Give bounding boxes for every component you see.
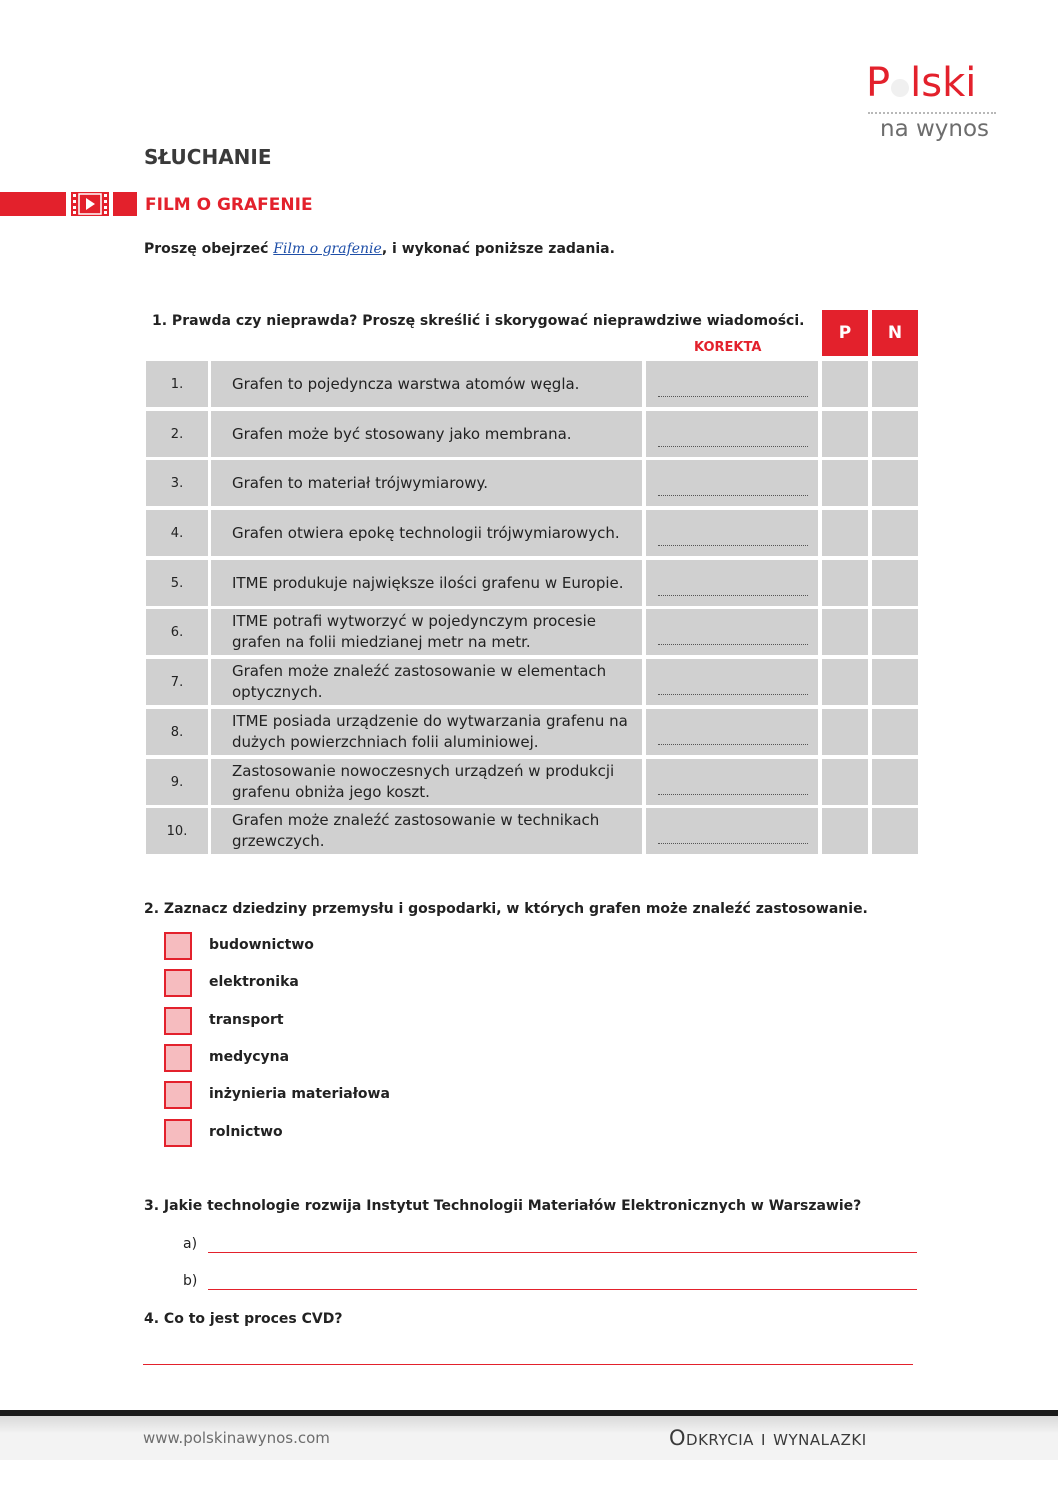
task1-title: 1. Prawda czy nieprawda? Proszę skreślić i skorygować nieprawdziwe wiadomości. [152,313,805,329]
true-checkbox[interactable] [822,709,868,755]
true-checkbox[interactable] [822,659,868,705]
logo-tagline: na wynos [880,116,990,142]
footer-category: Odkrycia i wynalazki [669,1426,867,1450]
film-strip-icon [71,192,109,216]
option-label: medycyna [209,1049,290,1065]
row-number: 2. [146,411,208,457]
option-checkbox[interactable] [164,1044,192,1072]
table-row [146,560,918,606]
false-checkbox[interactable] [872,560,918,606]
table-row [146,659,918,705]
statement: ITME produkuje największe ilości grafenu w Europie. [211,560,642,606]
statement: ITME posiada urządzenie do wytwarzania grafenu na dużych powierzchniach folii aluminiowej. [211,709,642,755]
answer-line-cvd[interactable] [143,1364,913,1365]
task3-title: 3. Jakie technologie rozwija Instytut Technologii Materiałów Elektronicznych w Warszawie? [144,1198,862,1214]
true-checkbox[interactable] [822,808,868,854]
statement: Grafen otwiera epokę technologii trójwymiarowych. [211,510,642,556]
correction-field[interactable] [646,659,818,705]
table-row [146,510,918,556]
answer-label-b: b) [183,1273,198,1289]
statement: Grafen to materiał trójwymiarowy. [211,460,642,506]
false-column-header: N [872,310,918,356]
table-row [146,759,918,805]
correction-field[interactable] [646,808,818,854]
task2-title: 2. Zaznacz dziedziny przemysłu i gospodarki, w których grafen może znaleźć zastosowanie. [144,901,868,917]
answer-line-a[interactable] [208,1252,917,1253]
correction-field[interactable] [646,361,818,407]
option-checkbox[interactable] [164,1081,192,1109]
table-row [146,411,918,457]
logo-wordmark: P lski [866,60,977,106]
korekta-header: KOREKTA [694,340,762,355]
row-number: 8. [146,709,208,755]
correction-field[interactable] [646,709,818,755]
false-checkbox[interactable] [872,510,918,556]
table-row [146,609,918,655]
correction-field[interactable] [646,411,818,457]
option-checkbox[interactable] [164,1119,192,1147]
table-row [146,361,918,407]
option-label: inżynieria materiałowa [209,1086,390,1102]
row-number: 3. [146,460,208,506]
true-checkbox[interactable] [822,411,868,457]
exercise-title: FILM O GRAFENIE [145,195,313,215]
brand-logo [866,58,1002,144]
option-label: transport [209,1012,284,1028]
table-row [146,808,918,854]
false-checkbox[interactable] [872,460,918,506]
correction-field[interactable] [646,460,818,506]
task4-title: 4. Co to jest proces CVD? [144,1311,343,1327]
true-checkbox[interactable] [822,510,868,556]
row-number: 10. [146,808,208,854]
true-column-header: P [822,310,868,356]
false-checkbox[interactable] [872,411,918,457]
false-checkbox[interactable] [872,709,918,755]
false-checkbox[interactable] [872,609,918,655]
table-row [146,709,918,755]
row-number: 7. [146,659,208,705]
statement: Grafen to pojedyncza warstwa atomów węgla. [211,361,642,407]
row-number: 4. [146,510,208,556]
film-link[interactable]: Film o grafenie [273,241,382,257]
option-label: budownictwo [209,937,314,953]
true-checkbox[interactable] [822,460,868,506]
correction-field[interactable] [646,759,818,805]
true-checkbox[interactable] [822,609,868,655]
table-row [146,460,918,506]
instructions: Proszę obejrzeć Film o grafenie, i wykonać poniższe zadania. [144,241,615,257]
option-label: rolnictwo [209,1124,283,1140]
false-checkbox[interactable] [872,361,918,407]
option-checkbox[interactable] [164,932,192,960]
answer-label-a: a) [183,1236,198,1252]
banner-bar [0,192,66,216]
answer-line-b[interactable] [208,1289,917,1290]
statement: ITME potrafi wytworzyć w pojedynczym procesie grafen na folii miedzianej metr na metr. [211,609,642,655]
row-number: 6. [146,609,208,655]
option-label: elektronika [209,974,299,990]
true-checkbox[interactable] [822,361,868,407]
statement: Grafen może być stosowany jako membrana. [211,411,642,457]
option-checkbox[interactable] [164,969,192,997]
statement: Zastosowanie nowoczesnych urządzeń w produkcji grafenu obniża jego koszt. [211,759,642,805]
section-title: SŁUCHANIE [144,145,272,169]
correction-field[interactable] [646,510,818,556]
true-checkbox[interactable] [822,759,868,805]
false-checkbox[interactable] [872,808,918,854]
correction-field[interactable] [646,609,818,655]
banner-square [113,192,137,216]
false-checkbox[interactable] [872,759,918,805]
statement: Grafen może znaleźć zastosowanie w elementach optycznych. [211,659,642,705]
row-number: 5. [146,560,208,606]
row-number: 9. [146,759,208,805]
statement: Grafen może znaleźć zastosowanie w technikach grzewczych. [211,808,642,854]
row-number: 1. [146,361,208,407]
footer-url: www.polskinawynos.com [143,1429,330,1447]
true-checkbox[interactable] [822,560,868,606]
option-checkbox[interactable] [164,1007,192,1035]
correction-field[interactable] [646,560,818,606]
false-checkbox[interactable] [872,659,918,705]
